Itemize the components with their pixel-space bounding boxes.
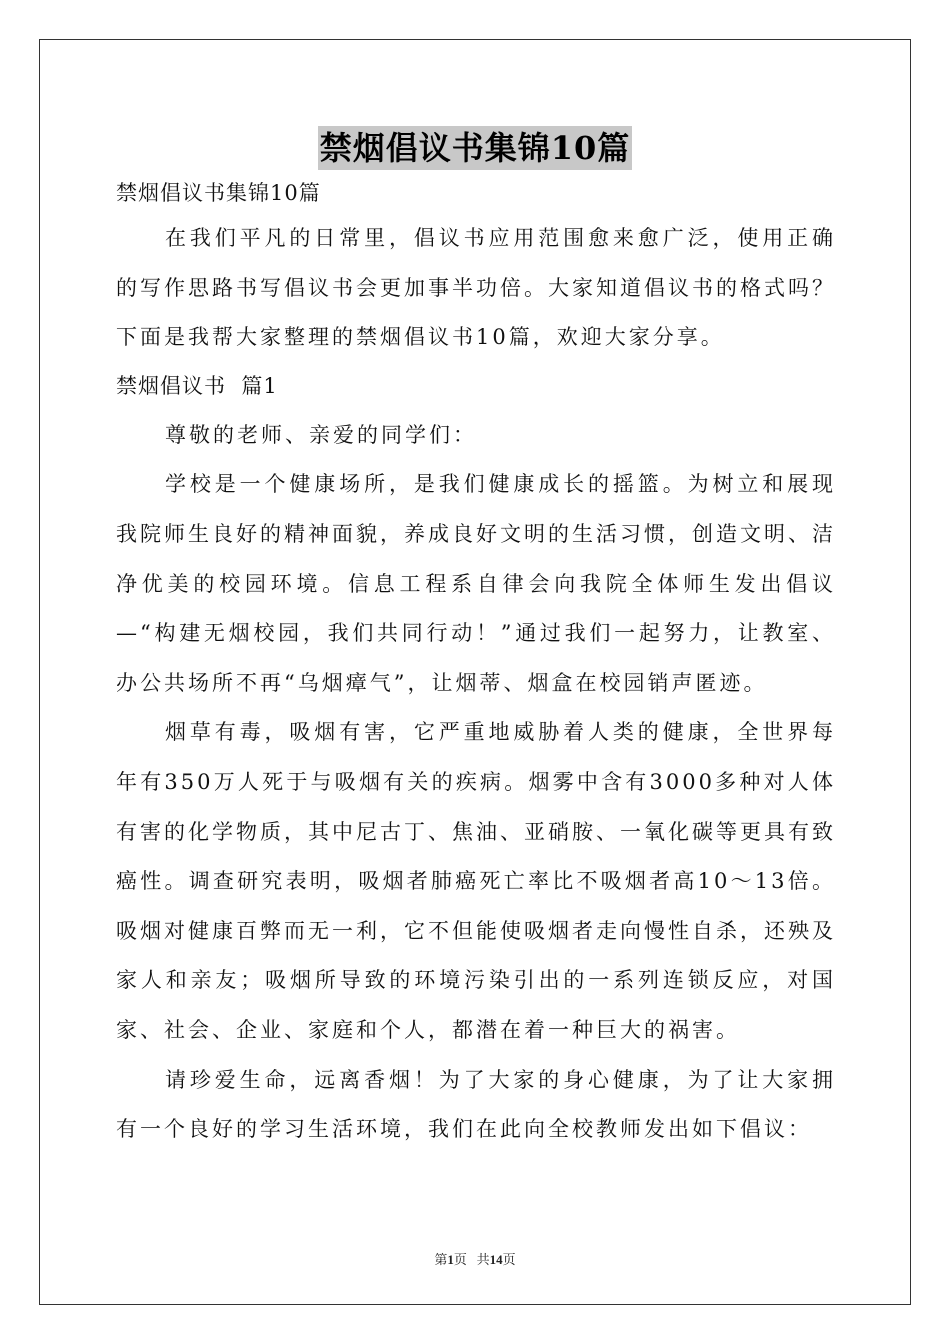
body-paragraph-1: 学校是一个健康场所，是我们健康成长的摇篮。为树立和展现我院师生良好的精神面貌，养成良好文明的生活习惯，创造文明、洁净优美的校园环境。信息工程系自律会向我院全体师生发出倡议—“构建无烟校园，我们共同行动！”通过我们一起努力，让教室、办公共场所不再“乌烟瘴气”，让烟蒂、烟盒在校园销声匿迹。 (116, 472, 836, 695)
section-heading: 禁烟倡议书 篇1 (116, 373, 278, 398)
greeting: 尊敬的老师、亲爱的同学们： (165, 422, 477, 447)
footer-total-pages: 14 (489, 1252, 503, 1267)
footer-page-number: 1 (447, 1252, 454, 1267)
body-paragraph-3: 请珍爱生命，远离香烟！为了大家的身心健康，为了让大家拥有一个良好的学习生活环境，我们在此向全校教师发出如下倡议： (116, 1067, 836, 1142)
footer-mid: 页 共 (453, 1252, 490, 1267)
document-body (116, 178, 836, 1155)
document-subtitle: 禁烟倡议书集锦10篇 (116, 181, 321, 205)
document-title: 禁烟倡议书集锦10篇 (318, 126, 633, 170)
intro-paragraph: 在我们平凡的日常里，倡议书应用范围愈来愈广泛，使用正确的写作思路书写倡议书会更加事半功倍。大家知道倡议书的格式吗？下面是我帮大家整理的禁烟倡议书10篇，欢迎大家分享。 (116, 226, 836, 350)
body-paragraph-2: 烟草有毒，吸烟有害，它严重地威胁着人类的健康，全世界每年有350万人死于与吸烟有关的疾病。烟雾中含有3000多种对人体有害的化学物质，其中尼古丁、焦油、亚硝胺、一氧化碳等更具有致癌性。调查研究表明，吸烟者肺癌死亡率比不吸烟者高10～13倍。吸烟对健康百弊而无一利，它不但能使吸烟者走向慢性自杀，还殃及家人和亲友；吸烟所导致的环境污染引出的一系列连锁反应，对国家、社会、企业、家庭和个人，都潜在着一种巨大的祸害。 (116, 720, 836, 1042)
title-wrap (0, 126, 950, 170)
footer-suffix: 页 (502, 1252, 516, 1267)
footer-prefix: 第 (434, 1252, 448, 1267)
page-footer (0, 1249, 950, 1268)
